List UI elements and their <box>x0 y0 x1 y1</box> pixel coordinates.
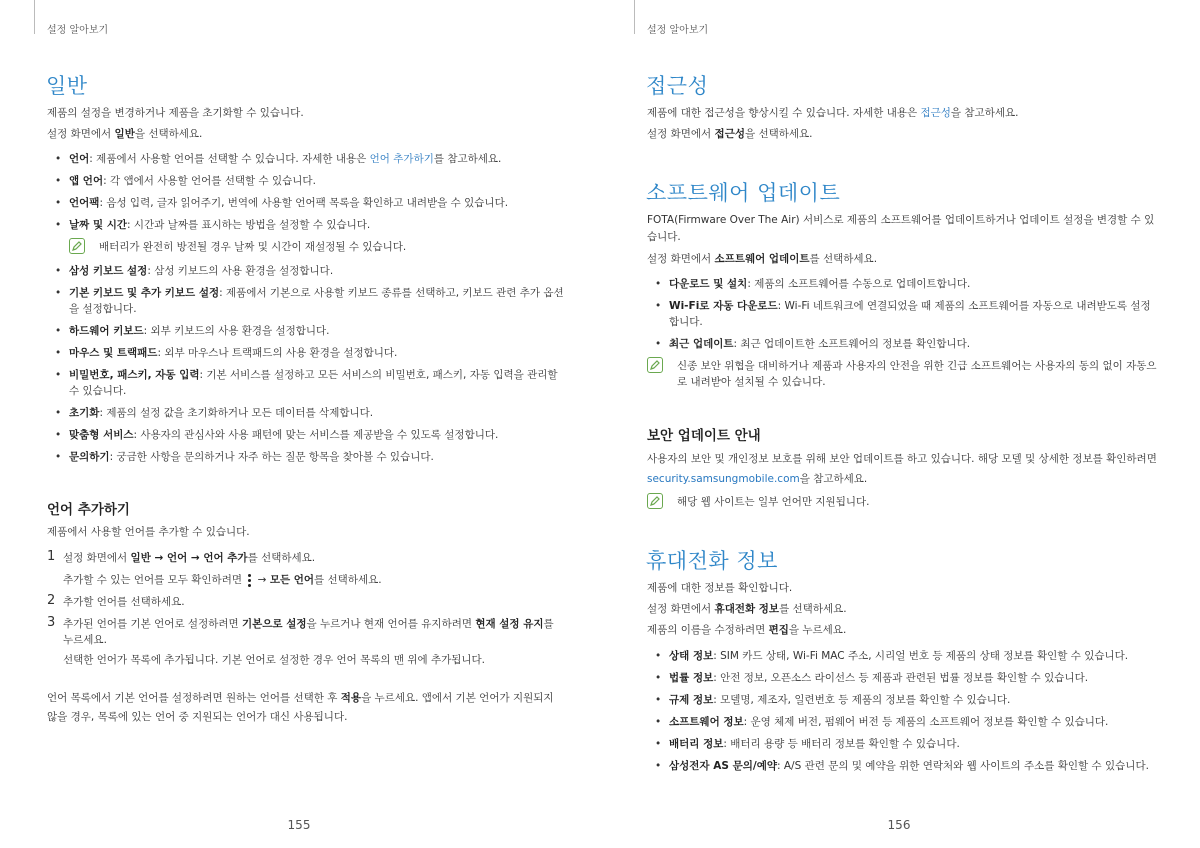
option-description: : 삼성 키보드의 사용 환경을 설정합니다. <box>147 265 334 277</box>
note-icon <box>647 357 663 373</box>
step-1: 1 설정 화면에서 일반 → 언어 → 언어 추가를 선택하세요. <box>47 549 316 564</box>
phone-info-options-list <box>647 648 1177 780</box>
menu-option-term: 맞춤형 서비스 <box>69 429 134 441</box>
header-divider <box>34 0 35 34</box>
list-item <box>47 285 567 317</box>
menu-option-term: 다운로드 및 설치 <box>669 278 748 290</box>
right-page <box>600 0 1200 848</box>
list-item <box>647 276 1157 292</box>
menu-option-term: 언어 <box>69 153 90 165</box>
security-update-text: 사용자의 보안 및 개인정보 보호를 위해 보안 업데이트를 하고 있습니다. 해당 모델 및 상세한 정보를 확인하려면 security.samsungmobile.com을 참고하세요. <box>647 453 1157 485</box>
note-box: 해당 웹 사이트는 일부 언어만 지원됩니다. <box>647 494 1200 510</box>
subsection-title-security-update: 보안 업데이트 안내 <box>647 428 761 444</box>
option-description: : 제품의 소프트웨어를 수동으로 업데이트합니다. <box>747 278 971 290</box>
menu-option-term: 비밀번호, 패스키, 자동 입력 <box>69 369 200 381</box>
option-description: : 궁금한 사항을 문의하거나 자주 하는 질문 항목을 찾아볼 수 있습니다. <box>109 451 434 463</box>
menu-option-term: 규제 정보 <box>669 694 714 706</box>
add-language-steps <box>47 550 567 668</box>
step-3-sub: 선택한 언어가 목록에 추가됩니다. 기본 언어로 설정한 경우 언어 목록의 맨 위에 추가됩니다. <box>63 654 486 666</box>
list-item <box>647 670 1177 686</box>
list-item <box>647 648 1177 664</box>
menu-option-term: 기본 키보드 및 추가 키보드 설정 <box>69 287 220 299</box>
subsection-title-add-language: 언어 추가하기 <box>47 502 130 518</box>
accessibility-intro: 제품에 대한 접근성을 향상시킬 수 있습니다. 자세한 내용은 접근성을 참고하세요. 설정 화면에서 접근성을 선택하세요. <box>647 107 1019 140</box>
list-item <box>47 323 567 339</box>
add-language-intro: 제품에서 사용할 언어를 추가할 수 있습니다. <box>47 526 250 538</box>
list-item <box>47 263 567 279</box>
list-item <box>47 449 567 465</box>
list-item <box>47 151 567 167</box>
menu-option-term: 소프트웨어 정보 <box>669 716 744 728</box>
general-options-list <box>47 151 567 471</box>
option-description: : 기본 서비스를 설정하고 모든 서비스의 비밀번호, 패스키, 자동 입력을 관리할 수 있습니다. <box>69 369 558 397</box>
list-item <box>647 336 1157 352</box>
option-description: : 시간과 날짜를 표시하는 방법을 설정할 수 있습니다. <box>127 219 371 231</box>
running-head: 설정 알아보기 <box>647 25 709 36</box>
option-description: : A/S 관련 문의 및 예약을 위한 연락처와 웹 사이트의 주소를 확인할 수 있습니다. <box>776 760 1149 772</box>
menu-option-term: 앱 언어 <box>69 175 104 187</box>
list-item <box>47 195 567 211</box>
note-icon <box>647 493 663 509</box>
list-item <box>47 345 567 361</box>
running-head: 설정 알아보기 <box>47 25 109 36</box>
option-description: : 운영 체제 버전, 펌웨어 버전 등 제품의 소프트웨어 정보를 확인할 수 있습니다. <box>743 716 1109 728</box>
option-description: : 안전 정보, 오픈소스 라이선스 등 제품과 관련된 법률 정보를 확인할 수 있습니다. <box>713 672 1089 684</box>
option-description: : Wi-Fi 네트워크에 연결되었을 때 제품의 소프트웨어를 자동으로 내려받도록 설정합니다. <box>669 300 1151 328</box>
note-box: 배터리가 완전히 방전될 경우 날짜 및 시간이 재설정될 수 있습니다. <box>69 239 567 255</box>
list-item <box>647 692 1177 708</box>
page-number: 155 <box>287 818 311 832</box>
option-description: : 음성 입력, 글자 읽어주기, 번역에 사용할 언어팩 목록을 확인하고 내려받을 수 있습니다. <box>99 197 509 209</box>
menu-option-term: 상태 정보 <box>669 650 714 662</box>
menu-option-term: 법률 정보 <box>669 672 714 684</box>
option-description: : 사용자의 관심사와 사용 패턴에 맞는 서비스를 제공받을 수 있도록 설정합니다. <box>133 429 499 441</box>
step-1-sub: 추가할 수 있는 언어를 모두 확인하려면 → 모든 언어를 선택하세요. <box>63 574 382 586</box>
option-description: : 최근 업데이트한 소프트웨어의 정보를 확인합니다. <box>733 338 971 350</box>
general-intro: 제품의 설정을 변경하거나 제품을 초기화할 수 있습니다. 설정 화면에서 일반을 선택하세요. <box>47 107 304 140</box>
option-description: : 제품의 설정 값을 초기화하거나 모든 데이터를 삭제합니다. <box>99 407 374 419</box>
section-title-accessibility: 접근성 <box>646 74 709 98</box>
option-description: : 모델명, 제조자, 일련번호 등 제품의 정보를 확인할 수 있습니다. <box>713 694 1011 706</box>
accessibility-link[interactable]: 접근성 <box>920 107 951 119</box>
section-title-general: 일반 <box>46 74 88 98</box>
more-options-icon <box>247 574 252 587</box>
menu-option-term: 배터리 정보 <box>669 738 724 750</box>
list-item <box>47 367 567 399</box>
list-item <box>647 298 1157 330</box>
menu-option-term: 최근 업데이트 <box>669 338 734 350</box>
option-description: 를 참고하세요. <box>433 153 502 165</box>
option-description: : 배터리 용량 등 배터리 정보를 확인할 수 있습니다. <box>723 738 960 750</box>
list-item <box>47 405 567 421</box>
list-item <box>647 736 1177 752</box>
menu-option-term: Wi-Fi로 자동 다운로드 <box>669 300 778 312</box>
option-description: : 외부 키보드의 사용 환경을 설정합니다. <box>143 325 330 337</box>
menu-option-term: 마우스 및 트랙패드 <box>69 347 158 359</box>
step-2: 2 추가할 언어를 선택하세요. <box>47 593 185 608</box>
cross-reference-link[interactable]: 언어 추가하기 <box>369 153 434 165</box>
menu-option-term: 언어팩 <box>69 197 100 209</box>
note-box: 신종 보안 위협을 대비하거나 제품과 사용자의 안전을 위한 긴급 소프트웨어는 사용자의 동의 없이 자동으로 내려받아 설치될 수 있습니다. <box>647 358 1157 390</box>
list-item <box>47 217 567 233</box>
page-number: 156 <box>887 818 911 832</box>
software-update-select: 설정 화면에서 소프트웨어 업데이트를 선택하세요. <box>647 253 878 265</box>
note-icon <box>69 238 85 254</box>
add-language-outro: 언어 목록에서 기본 언어를 설정하려면 원하는 언어를 선택한 후 적용을 누르세요. 앱에서 기본 언어가 지원되지 않을 경우, 목록에 있는 언어 중 지원되는 언어가 대신 사용됩니다. <box>47 692 554 723</box>
menu-option-term: 초기화 <box>69 407 100 419</box>
section-title-software-update: 소프트웨어 업데이트 <box>646 181 841 205</box>
security-website-link[interactable]: security.samsungmobile.com <box>647 473 800 485</box>
header-divider <box>634 0 635 34</box>
step-3: 3 추가된 언어를 기본 언어로 설정하려면 기본으로 설정을 누르거나 현재 언어를 유지하려면 현재 설정 유지를 누르세요. <box>47 615 554 646</box>
list-item <box>47 427 567 443</box>
menu-option-term: 날짜 및 시간 <box>69 219 128 231</box>
menu-option-term: 하드웨어 키보드 <box>69 325 144 337</box>
software-update-options-list <box>647 276 1157 390</box>
option-description: : SIM 카드 상태, Wi-Fi MAC 주소, 시리얼 번호 등 제품의 상태 정보를 확인할 수 있습니다. <box>713 650 1129 662</box>
phone-info-intro: 제품에 대한 정보를 확인합니다. 설정 화면에서 휴대전화 정보를 선택하세요. 제품의 이름을 수정하려면 편집을 누르세요. <box>647 582 847 636</box>
menu-option-term: 삼성 키보드 설정 <box>69 265 148 277</box>
software-update-intro: FOTA(Firmware Over The Air) 서비스로 제품의 소프트웨어를 업데이트하거나 업데이트 설정을 변경할 수 있습니다. <box>647 214 1155 243</box>
list-item <box>47 173 567 189</box>
option-description: : 외부 마우스나 트랙패드의 사용 환경을 설정합니다. <box>157 347 398 359</box>
section-title-phone-info: 휴대전화 정보 <box>646 549 778 573</box>
list-item <box>647 758 1177 774</box>
option-description: : 제품에서 기본으로 사용할 키보드 종류를 선택하고, 키보드 관련 추가 옵션을 설정합니다. <box>69 287 564 315</box>
menu-option-term: 문의하기 <box>69 451 110 463</box>
option-description: : 각 앱에서 사용할 언어를 선택할 수 있습니다. <box>103 175 316 187</box>
option-description: : 제품에서 사용할 언어를 선택할 수 있습니다. 자세한 내용은 <box>89 153 370 165</box>
menu-option-term: 삼성전자 AS 문의/예약 <box>669 760 777 772</box>
list-item <box>647 714 1177 730</box>
